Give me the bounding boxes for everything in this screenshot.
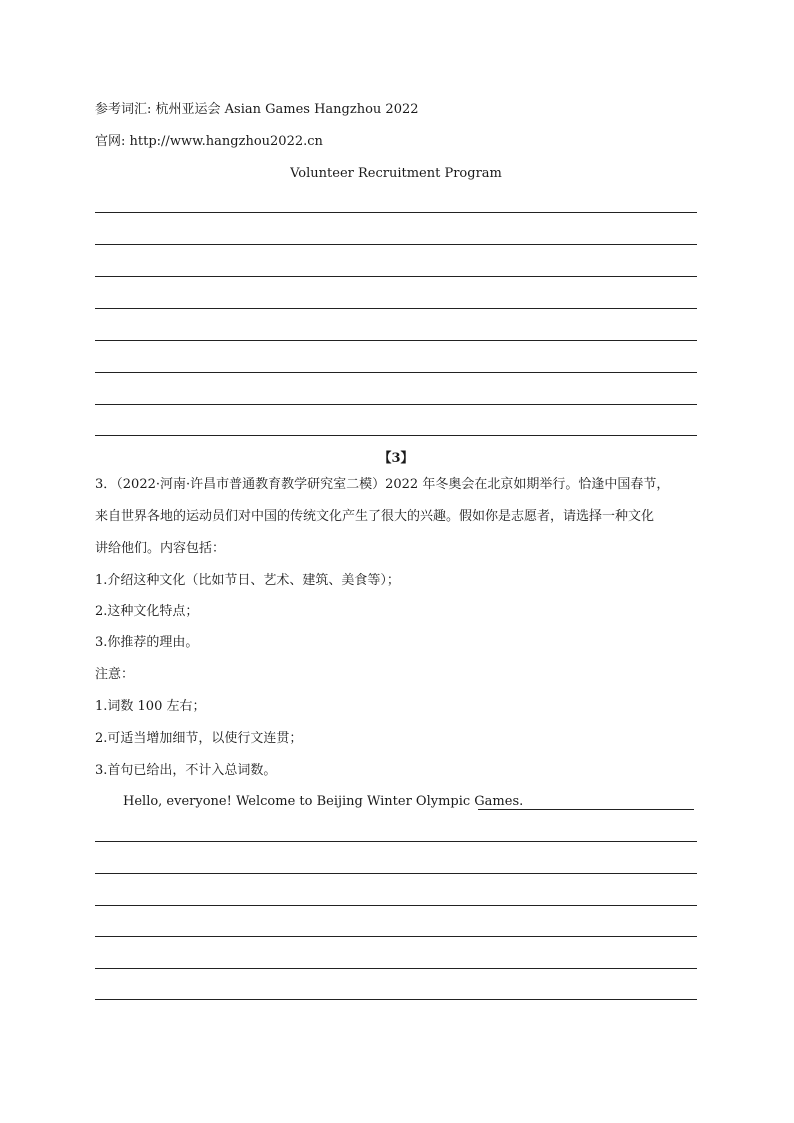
content-item: 3.你推荐的理由。	[95, 635, 199, 650]
writing-line	[95, 999, 697, 1000]
question-line-3: 讲给他们。内容包括：	[95, 541, 226, 556]
question-line-1: 3．（2022·河南·许昌市普通教育教学研究室二模）2022 年冬奥会在北京如期举行。恰逢中国春节，	[95, 477, 670, 492]
writing-line	[95, 372, 697, 373]
content-item: 1.介绍这种文化（比如节日、艺术、建筑、美食等）；	[95, 573, 400, 588]
writing-line	[95, 873, 697, 874]
writing-line	[95, 404, 697, 405]
writing-line	[95, 340, 697, 341]
writing-line	[95, 936, 697, 937]
website-line	[95, 133, 697, 151]
section-marker: 【3】	[378, 451, 414, 466]
question-line-2: 来自世界各地的运动员们对中国的传统文化产生了很大的兴趣。假如你是志愿者，请选择一种文化	[95, 509, 655, 524]
vocab-text: 杭州亚运会 Asian Games Hangzhou 2022	[155, 102, 419, 117]
writing-line	[95, 968, 697, 969]
writing-line	[95, 841, 697, 842]
note-item: 2.可适当增加细节，以使行文连贯；	[95, 731, 303, 746]
note-item: 1.词数 100 左右；	[95, 699, 206, 714]
writing-line	[95, 308, 697, 309]
first-sentence: Hello, everyone! Welcome to Beijing Winter Olympic Games.	[123, 794, 524, 809]
website-label: 官网:	[95, 134, 126, 149]
writing-line	[95, 905, 697, 906]
notes-label: 注意：	[95, 667, 135, 682]
vocab-line	[95, 101, 697, 119]
writing-line	[95, 212, 697, 213]
writing-line	[478, 809, 694, 810]
writing-line	[95, 244, 697, 245]
writing-line	[95, 276, 697, 277]
content-item: 2.这种文化特点；	[95, 604, 199, 619]
website-url: http://www.hangzhou2022.cn	[129, 134, 323, 149]
note-item: 3.首句已给出，不计入总词数。	[95, 763, 277, 778]
essay-title: Volunteer Recruitment Program	[290, 166, 502, 181]
writing-line	[95, 435, 697, 436]
vocab-label: 参考词汇:	[95, 102, 152, 117]
